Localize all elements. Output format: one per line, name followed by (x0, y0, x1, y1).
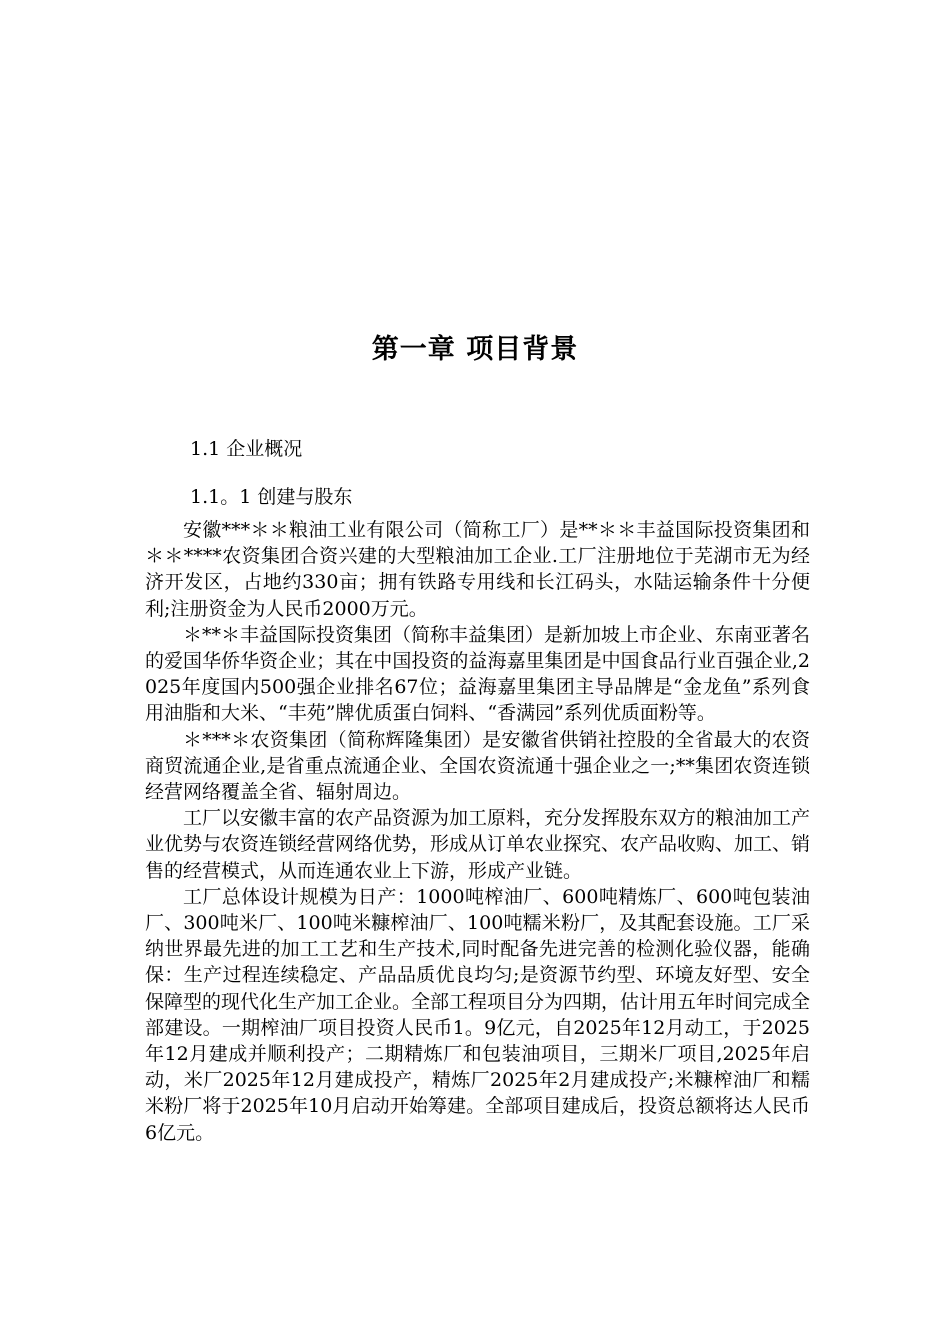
chapter-title: 第一章 项目背景 (371, 334, 579, 365)
paragraph-plant-scale: 工厂总体设计规模为日产：1000吨榨油厂、600吨精炼厂、600吨包装油厂、300吨米厂、100吨米糠榨油厂、100吨糯米粉厂，及其配套设施。工厂采纳世界最先进的加工工艺和生产技术,同时配备先进完善的检测化验仪器，能确保：生产过程连续稳定、产品品质优良均匀;是资源节约型、环境友好型、安全保障型的现代化生产加工企业。全部工程项目分为四期，估计用五年时间完成全部建设。一期榨油厂项目投资人民币1。9亿元，自2025年12月动工，于2025年12月建成并顺利投产；二期精炼厂和包装油项目，三期米厂项目,2025年启动，米厂2025年12月建成投产，精炼厂2025年2月建成投产;米糠榨油厂和糯米粉厂将于2025年10月启动开始筹建。全部项目建成后，投资总额将达人民币6亿元。 (145, 885, 811, 1144)
paragraph-huilong-group: ＊***＊农资集团（简称辉隆集团）是安徽省供销社控股的全省最大的农资商贸流通企业,是省重点流通企业、全国农资流通十强企业之一;**集团农资连锁经营网络覆盖全省、辐射周边。 (145, 728, 810, 804)
section-heading: 1.1 企业概况 (190, 438, 303, 460)
subsection-heading: 1.1。1 创建与股东 (190, 486, 353, 508)
paragraph-business-model: 工厂以安徽丰富的农产品资源为加工原料，充分发挥股东双方的粮油加工产业优势与农资连锁经营网络优势，形成从订单农业探究、农产品收购、加工、销售的经营模式，从而连通农业上下游，形成产业链。 (145, 807, 811, 882)
paragraph-company-intro: 安徽***＊＊粮油工业有限公司（简称工厂）是**＊＊丰益国际投资集团和＊＊****农资集团合资兴建的大型粮油加工企业.工厂注册地位于芜湖市无为经济开发区，占地约330亩；拥有铁路专用线和长江码头，水陆运输条件十分便利;注册资金为人民币2000万元。 (145, 519, 810, 620)
body-text (145, 517, 810, 1146)
paragraph-fengyi-group: ＊**＊丰益国际投资集团（简称丰益集团）是新加坡上市企业、东南亚著名的爱国华侨华资企业；其在中国投资的益海嘉里集团是中国食品行业百强企业,2025年度国内500强企业排名67位；益海嘉里集团主导品牌是“金龙鱼”系列食用油脂和大米、“丰苑”牌优质蛋白饲料、“香满园”系列优质面粉等。 (145, 623, 811, 725)
